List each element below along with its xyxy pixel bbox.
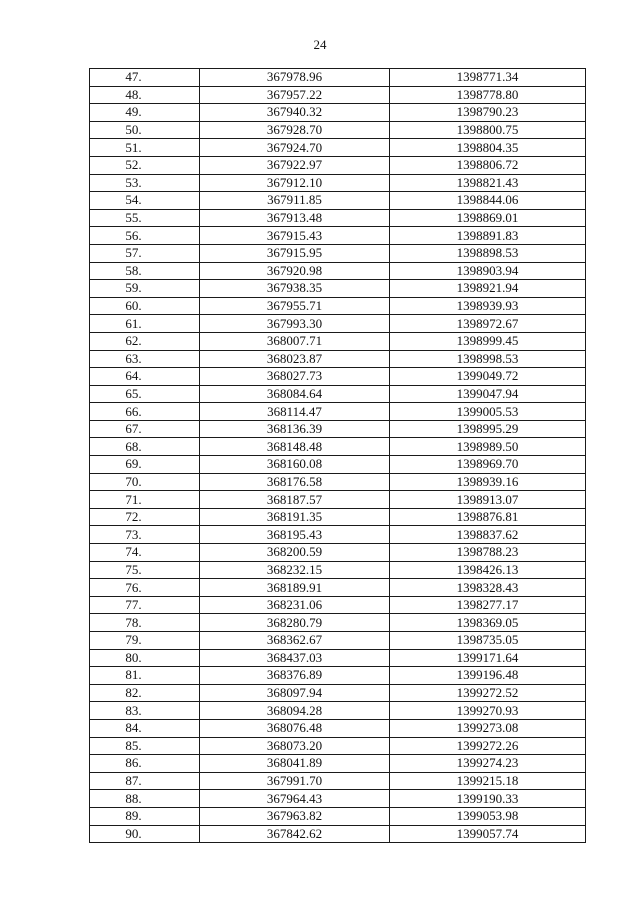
table-row (90, 702, 586, 720)
x-coordinate-cell: 367912.10 (200, 174, 390, 192)
y-coordinate-cell: 1398876.81 (390, 508, 586, 526)
x-coordinate-cell: 368041.89 (200, 755, 390, 773)
x-coordinate-cell: 368232.15 (200, 561, 390, 579)
y-coordinate-cell: 1398898.53 (390, 244, 586, 262)
x-coordinate-cell: 368160.08 (200, 456, 390, 474)
table-row (90, 332, 586, 350)
y-coordinate-cell: 1398921.94 (390, 280, 586, 298)
x-coordinate-cell: 367991.70 (200, 772, 390, 790)
table-row (90, 473, 586, 491)
y-coordinate-cell: 1398790.23 (390, 104, 586, 122)
point-number-cell: 56. (90, 227, 200, 245)
point-number-cell: 54. (90, 192, 200, 210)
x-coordinate-cell: 367924.70 (200, 139, 390, 157)
y-coordinate-cell: 1398788.23 (390, 544, 586, 562)
x-coordinate-cell: 368007.71 (200, 332, 390, 350)
x-coordinate-cell: 368187.57 (200, 491, 390, 509)
y-coordinate-cell: 1398913.07 (390, 491, 586, 509)
y-coordinate-cell: 1398972.67 (390, 315, 586, 333)
x-coordinate-cell: 367957.22 (200, 86, 390, 104)
point-number-cell: 57. (90, 244, 200, 262)
point-number-cell: 85. (90, 737, 200, 755)
point-number-cell: 64. (90, 368, 200, 386)
table-row (90, 315, 586, 333)
point-number-cell: 89. (90, 807, 200, 825)
point-number-cell: 70. (90, 473, 200, 491)
y-coordinate-cell: 1398869.01 (390, 209, 586, 227)
y-coordinate-cell: 1399005.53 (390, 403, 586, 421)
y-coordinate-cell: 1399171.64 (390, 649, 586, 667)
y-coordinate-cell: 1399053.98 (390, 807, 586, 825)
y-coordinate-cell: 1399196.48 (390, 667, 586, 685)
point-number-cell: 82. (90, 684, 200, 702)
table-row (90, 825, 586, 843)
point-number-cell: 75. (90, 561, 200, 579)
table-row (90, 385, 586, 403)
point-number-cell: 53. (90, 174, 200, 192)
point-number-cell: 47. (90, 69, 200, 87)
table-row (90, 297, 586, 315)
table-row (90, 104, 586, 122)
y-coordinate-cell: 1398891.83 (390, 227, 586, 245)
point-number-cell: 87. (90, 772, 200, 790)
table-row (90, 209, 586, 227)
y-coordinate-cell: 1399273.08 (390, 719, 586, 737)
table-row (90, 544, 586, 562)
table-row (90, 244, 586, 262)
y-coordinate-cell: 1398995.29 (390, 420, 586, 438)
table-row (90, 790, 586, 808)
table-row (90, 262, 586, 280)
x-coordinate-cell: 368189.91 (200, 579, 390, 597)
y-coordinate-cell: 1398837.62 (390, 526, 586, 544)
y-coordinate-cell: 1399270.93 (390, 702, 586, 720)
point-number-cell: 60. (90, 297, 200, 315)
point-number-cell: 62. (90, 332, 200, 350)
point-number-cell: 68. (90, 438, 200, 456)
coordinates-table (89, 68, 586, 843)
table-row (90, 772, 586, 790)
point-number-cell: 55. (90, 209, 200, 227)
y-coordinate-cell: 1398328.43 (390, 579, 586, 597)
coordinates-table-body (90, 69, 586, 843)
point-number-cell: 86. (90, 755, 200, 773)
point-number-cell: 83. (90, 702, 200, 720)
x-coordinate-cell: 368136.39 (200, 420, 390, 438)
y-coordinate-cell: 1399057.74 (390, 825, 586, 843)
table-row (90, 719, 586, 737)
point-number-cell: 77. (90, 596, 200, 614)
y-coordinate-cell: 1398804.35 (390, 139, 586, 157)
point-number-cell: 74. (90, 544, 200, 562)
point-number-cell: 48. (90, 86, 200, 104)
table-row (90, 755, 586, 773)
point-number-cell: 69. (90, 456, 200, 474)
table-row (90, 491, 586, 509)
point-number-cell: 51. (90, 139, 200, 157)
y-coordinate-cell: 1398844.06 (390, 192, 586, 210)
table-row (90, 649, 586, 667)
x-coordinate-cell: 368114.47 (200, 403, 390, 421)
table-row (90, 508, 586, 526)
x-coordinate-cell: 368073.20 (200, 737, 390, 755)
table-row (90, 579, 586, 597)
x-coordinate-cell: 368437.03 (200, 649, 390, 667)
x-coordinate-cell: 368176.58 (200, 473, 390, 491)
x-coordinate-cell: 368191.35 (200, 508, 390, 526)
table-row (90, 456, 586, 474)
x-coordinate-cell: 368195.43 (200, 526, 390, 544)
point-number-cell: 79. (90, 632, 200, 650)
x-coordinate-cell: 367911.85 (200, 192, 390, 210)
point-number-cell: 88. (90, 790, 200, 808)
table-row (90, 350, 586, 368)
point-number-cell: 81. (90, 667, 200, 685)
x-coordinate-cell: 368280.79 (200, 614, 390, 632)
y-coordinate-cell: 1398939.16 (390, 473, 586, 491)
point-number-cell: 72. (90, 508, 200, 526)
x-coordinate-cell: 367963.82 (200, 807, 390, 825)
table-row (90, 807, 586, 825)
y-coordinate-cell: 1399215.18 (390, 772, 586, 790)
x-coordinate-cell: 367940.32 (200, 104, 390, 122)
table-row (90, 69, 586, 87)
x-coordinate-cell: 367920.98 (200, 262, 390, 280)
x-coordinate-cell: 368097.94 (200, 684, 390, 702)
table-row (90, 280, 586, 298)
x-coordinate-cell: 367964.43 (200, 790, 390, 808)
x-coordinate-cell: 367928.70 (200, 121, 390, 139)
table-row (90, 174, 586, 192)
y-coordinate-cell: 1398778.80 (390, 86, 586, 104)
y-coordinate-cell: 1399274.23 (390, 755, 586, 773)
point-number-cell: 66. (90, 403, 200, 421)
y-coordinate-cell: 1398903.94 (390, 262, 586, 280)
point-number-cell: 49. (90, 104, 200, 122)
x-coordinate-cell: 367978.96 (200, 69, 390, 87)
table-row (90, 139, 586, 157)
y-coordinate-cell: 1398999.45 (390, 332, 586, 350)
point-number-cell: 52. (90, 156, 200, 174)
table-row (90, 438, 586, 456)
x-coordinate-cell: 368084.64 (200, 385, 390, 403)
x-coordinate-cell: 368076.48 (200, 719, 390, 737)
x-coordinate-cell: 367922.97 (200, 156, 390, 174)
y-coordinate-cell: 1398969.70 (390, 456, 586, 474)
y-coordinate-cell: 1398369.05 (390, 614, 586, 632)
point-number-cell: 61. (90, 315, 200, 333)
point-number-cell: 73. (90, 526, 200, 544)
x-coordinate-cell: 368023.87 (200, 350, 390, 368)
table-row (90, 86, 586, 104)
point-number-cell: 50. (90, 121, 200, 139)
y-coordinate-cell: 1399049.72 (390, 368, 586, 386)
x-coordinate-cell: 368027.73 (200, 368, 390, 386)
y-coordinate-cell: 1398771.34 (390, 69, 586, 87)
y-coordinate-cell: 1398989.50 (390, 438, 586, 456)
table-row (90, 227, 586, 245)
point-number-cell: 84. (90, 719, 200, 737)
x-coordinate-cell: 368094.28 (200, 702, 390, 720)
x-coordinate-cell: 367955.71 (200, 297, 390, 315)
point-number-cell: 71. (90, 491, 200, 509)
x-coordinate-cell: 367915.95 (200, 244, 390, 262)
point-number-cell: 58. (90, 262, 200, 280)
table-row (90, 614, 586, 632)
point-number-cell: 80. (90, 649, 200, 667)
point-number-cell: 90. (90, 825, 200, 843)
y-coordinate-cell: 1398277.17 (390, 596, 586, 614)
table-row (90, 368, 586, 386)
x-coordinate-cell: 368231.06 (200, 596, 390, 614)
y-coordinate-cell: 1399190.33 (390, 790, 586, 808)
point-number-cell: 76. (90, 579, 200, 597)
y-coordinate-cell: 1398821.43 (390, 174, 586, 192)
point-number-cell: 78. (90, 614, 200, 632)
x-coordinate-cell: 368362.67 (200, 632, 390, 650)
point-number-cell: 63. (90, 350, 200, 368)
x-coordinate-cell: 367938.35 (200, 280, 390, 298)
x-coordinate-cell: 367915.43 (200, 227, 390, 245)
table-row (90, 561, 586, 579)
y-coordinate-cell: 1398939.93 (390, 297, 586, 315)
y-coordinate-cell: 1398735.05 (390, 632, 586, 650)
x-coordinate-cell: 367993.30 (200, 315, 390, 333)
table-row (90, 403, 586, 421)
table-row (90, 667, 586, 685)
y-coordinate-cell: 1399272.26 (390, 737, 586, 755)
x-coordinate-cell: 368148.48 (200, 438, 390, 456)
y-coordinate-cell: 1398998.53 (390, 350, 586, 368)
y-coordinate-cell: 1398806.72 (390, 156, 586, 174)
table-row (90, 632, 586, 650)
table-row (90, 596, 586, 614)
y-coordinate-cell: 1399047.94 (390, 385, 586, 403)
table-row (90, 156, 586, 174)
x-coordinate-cell: 368200.59 (200, 544, 390, 562)
table-row (90, 420, 586, 438)
point-number-cell: 65. (90, 385, 200, 403)
point-number-cell: 59. (90, 280, 200, 298)
table-row (90, 684, 586, 702)
table-row (90, 121, 586, 139)
x-coordinate-cell: 367842.62 (200, 825, 390, 843)
page-number: 24 (313, 37, 327, 52)
table-row (90, 526, 586, 544)
y-coordinate-cell: 1399272.52 (390, 684, 586, 702)
x-coordinate-cell: 367913.48 (200, 209, 390, 227)
point-number-cell: 67. (90, 420, 200, 438)
x-coordinate-cell: 368376.89 (200, 667, 390, 685)
table-row (90, 737, 586, 755)
y-coordinate-cell: 1398426.13 (390, 561, 586, 579)
table-row (90, 192, 586, 210)
y-coordinate-cell: 1398800.75 (390, 121, 586, 139)
